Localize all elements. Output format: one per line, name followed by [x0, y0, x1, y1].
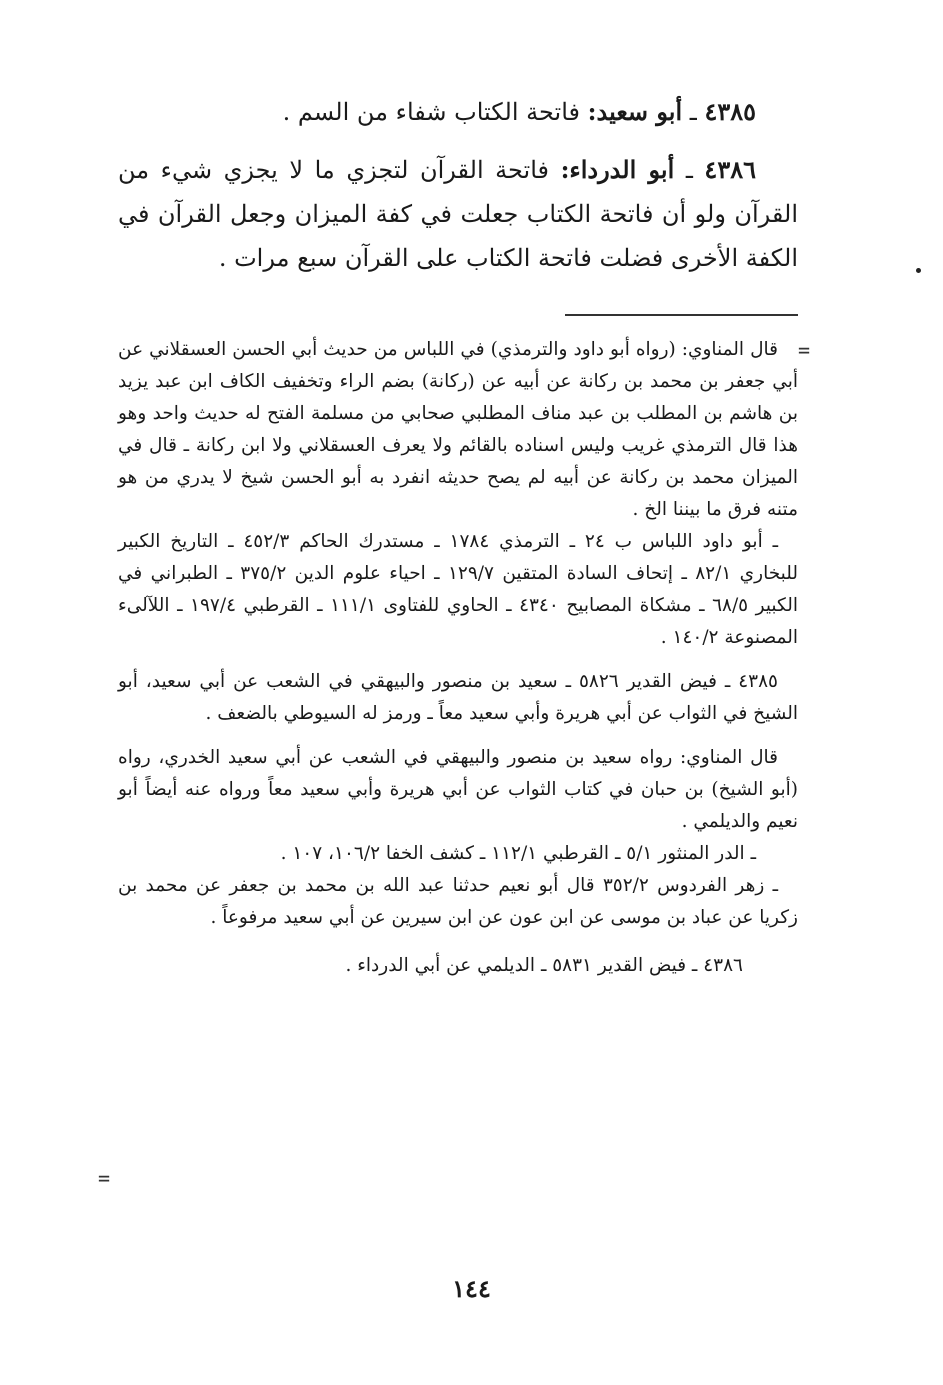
note-zahr-4385: ـ زهر الفردوس ٣٥٢/٢ قال أبو نعيم حدثنا عبد الله بن محمد بن جعفر عن محمد بن زكريا عن عباد بن موسى عن ابن عون عن ابن سيرين عن أبي سعيد مرفوعاً .	[118, 875, 798, 928]
narrator: أبو الدرداء:	[560, 155, 675, 184]
dash: ـ	[674, 156, 693, 184]
note-sources-4385: ـ الدر المنثور ٥/١ ـ القرطبي ١١٢/١ ـ كشف الخفا ١٠٦/٢، ١٠٧ .	[280, 843, 756, 864]
note-sources-4384: ـ أبو داود اللباس ب ٢٤ ـ الترمذي ١٧٨٤ ـ مستدرك الحاكم ٤٥٢/٣ ـ التاريخ الكبير للبخاري ٨٢/١ ـ إتحاف السادة المتقين ١٢٩/٧ ـ احياء علوم الدين ٣٧٥/٢ ـ الطبراني في الكبير ٦٨/٥ ـ مشكاة المصابيح ٤٣٤٠ ـ الحاوي للفتاوى ١١١/١ ـ القرطبي ١٩٧/٤ ـ اللآلىء المصنوعة ١٤٠/٢ .	[118, 531, 799, 648]
note-munawi-4385: قال المناوي: رواه سعيد بن منصور والبيهقي في الشعب عن أبي سعيد الخدري، رواه (أبو الشيخ) بن حبان في كتاب الثواب عن أبي هريرة وأبي سعيد معاً ورواه عنه أيضاً أبو نعيم والديلمي .	[118, 747, 798, 832]
hadith-4385	[118, 90, 798, 134]
margin-dot	[916, 268, 921, 273]
narrator: أبو سعيد:	[587, 97, 683, 126]
hadith-text: فاتحة القرآن لتجزي ما لا يجزي شيء من القرآن ولو أن فاتحة الكتاب جعلت في كفة الميزان وجعل القرآن في الكفة الأخرى فضلت فاتحة الكتاب على القرآن سبع مرات .	[118, 156, 798, 272]
hadith-4386	[118, 148, 798, 280]
note-4385-faid: ٤٣٨٥ ـ فيض القدير ٥٨٢٦ ـ سعيد بن منصور والبيهقي في الشعب عن أبي سعيد، أبو الشيخ في الثواب عن أبي هريرة وأبي سعيد معاً ـ ورمز له السيوطي بالضعف .	[118, 671, 798, 724]
dash: ـ	[682, 98, 697, 126]
note-marker-icon: =	[798, 338, 811, 362]
footnotes	[118, 334, 798, 982]
hadith-number: ٤٣٨٦	[704, 155, 756, 184]
footnote-separator	[565, 314, 798, 316]
note-munawi-4384: قال المناوي: (رواه أبو داود والترمذي) في اللباس من حديث أبي الحسن العسقلاني عن أبي جعفر بن محمد بن ركانة عن أبيه عن (ركانة) بضم الراء وتخفيف الكاف ابن عبد يزيد بن هاشم بن المطلب بن عبد مناف المطلبي صحابي من مسلمة الفتح له حديث واحد وهو هذا قال الترمذي غريب وليس اسناده بالقائم ولا يعرف العسقلاني ولا ابن ركانة ـ قال في الميزان محمد بن ركانة عن أبيه لم يصح حديثه انفرد به أبو الحسن شيخ لا يدري من هو متنه فرق ما بيننا الخ .	[118, 339, 798, 520]
hadith-number: ٤٣٨٥	[704, 97, 756, 126]
main-text	[118, 90, 798, 280]
note-4386-faid: ٤٣٨٦ ـ فيض القدير ٥٨٣١ ـ الديلمي عن أبي الدرداء .	[345, 955, 743, 976]
hadith-text: فاتحة الكتاب شفاء من السم .	[282, 98, 580, 126]
page-number: ١٤٤	[452, 1274, 491, 1303]
note-marker-icon: =	[98, 1166, 111, 1190]
